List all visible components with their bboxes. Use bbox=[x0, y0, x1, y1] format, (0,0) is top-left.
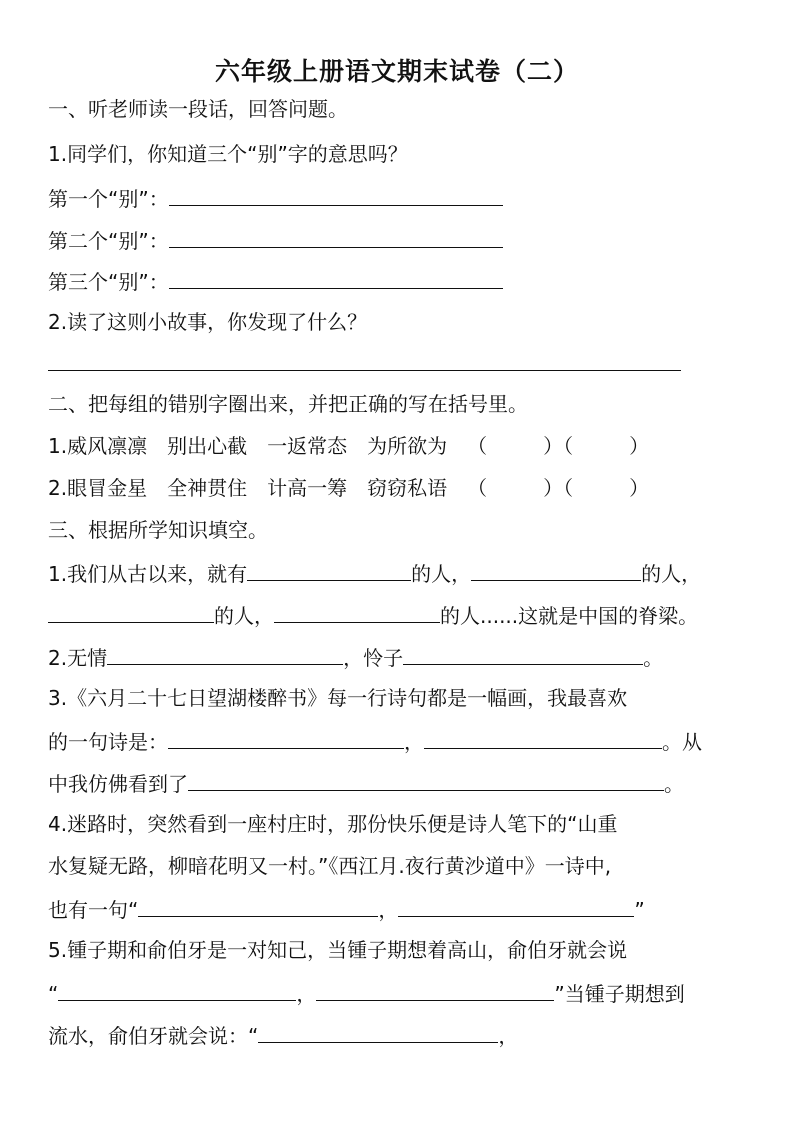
bie2-answer-blank[interactable] bbox=[169, 225, 503, 248]
fill-blank[interactable] bbox=[168, 726, 404, 749]
s3-q1-text: 的人， bbox=[214, 604, 274, 628]
s3-q5-line3 bbox=[48, 1020, 518, 1050]
section1-heading: 一、听老师读一段话，回答问题。 bbox=[48, 97, 348, 121]
typo-word[interactable]: 眼冒金星 bbox=[67, 476, 148, 500]
fill-blank[interactable] bbox=[316, 978, 554, 1001]
typo-row-1 bbox=[48, 432, 649, 460]
typo-row-2-number: 2. bbox=[48, 476, 68, 500]
section3-heading: 三、根据所学知识填空。 bbox=[48, 518, 268, 542]
fill-blank[interactable] bbox=[424, 726, 662, 749]
bie2-row bbox=[48, 225, 503, 255]
s3-q4-line1: 4.迷路时，突然看到一座村庄时，那份快乐便是诗人笔下的“山重 bbox=[48, 812, 618, 836]
fill-blank[interactable] bbox=[258, 1020, 498, 1043]
fill-blank[interactable] bbox=[48, 600, 214, 623]
s3-q5-text: ， bbox=[296, 982, 317, 1006]
s3-q1-line1 bbox=[48, 558, 701, 588]
paren-open: （ bbox=[467, 434, 488, 458]
s3-q1-text: 的人， bbox=[641, 562, 702, 586]
s3-q5-text: ”当锺子期想到 bbox=[554, 982, 685, 1006]
s3-q2-text: 。 bbox=[643, 646, 664, 670]
s3-q1-text: 的人， bbox=[411, 562, 472, 586]
s3-q5-line2 bbox=[48, 978, 685, 1008]
s3-q1-text: 的人......这就是中国的脊梁。 bbox=[440, 604, 699, 628]
typo-row-2 bbox=[48, 474, 649, 502]
paren-open: （ bbox=[467, 476, 488, 500]
fill-blank[interactable] bbox=[247, 558, 411, 581]
s3-q3-text: 。 bbox=[664, 772, 684, 796]
fill-blank[interactable] bbox=[138, 894, 378, 917]
page-title: 六年级上册语文期末试卷（二） bbox=[214, 57, 579, 86]
s3-q4-line2: 水复疑无路，柳暗花明又一村。”《西江月.夜行黄沙道中》一诗中, bbox=[48, 854, 612, 878]
fill-blank[interactable] bbox=[398, 894, 634, 917]
s3-q3-text: 。从 bbox=[662, 730, 702, 754]
paren-close: ） bbox=[543, 434, 564, 458]
bie3-row bbox=[48, 266, 503, 296]
s3-q5-text: ， bbox=[498, 1024, 519, 1048]
section1-question1: 1.同学们，你知道三个“别”字的意思吗？ bbox=[48, 142, 408, 166]
s3-q3-line1: 3.《六月二十七日望湖楼醉书》每一行诗句都是一幅画，我最喜欢 bbox=[48, 686, 628, 710]
paren-close: ） bbox=[543, 476, 564, 500]
s3-q2 bbox=[48, 642, 663, 672]
s3-q5-text: 流水，俞伯牙就会说：“ bbox=[48, 1024, 259, 1048]
bie2-label: 第二个“别”： bbox=[48, 229, 169, 253]
fill-blank[interactable] bbox=[188, 768, 664, 791]
paren-close: ） bbox=[629, 434, 650, 458]
s3-q4-line3 bbox=[48, 894, 645, 924]
typo-word[interactable]: 窃窃私语 bbox=[367, 476, 448, 500]
s3-q3-line3 bbox=[48, 768, 684, 798]
typo-word[interactable]: 为所欲为 bbox=[367, 434, 448, 458]
typo-word[interactable]: 威风凛凛 bbox=[67, 434, 148, 458]
s3-q3-line2 bbox=[48, 726, 702, 756]
paren-close: ） bbox=[629, 476, 650, 500]
bie1-row bbox=[48, 183, 503, 213]
bie1-label: 第一个“别”： bbox=[48, 187, 169, 211]
fill-blank[interactable] bbox=[58, 978, 296, 1001]
fill-blank[interactable] bbox=[471, 558, 641, 581]
paren-open: （ bbox=[563, 476, 574, 500]
s3-q3-text: 的一句诗是： bbox=[48, 730, 168, 754]
s3-q3-text: 中我仿佛看到了 bbox=[48, 772, 188, 796]
typo-row-1-number: 1. bbox=[48, 434, 68, 458]
s3-q2-text: 2.无情 bbox=[48, 646, 108, 670]
s3-q4-text: ” bbox=[634, 898, 645, 922]
fill-blank[interactable] bbox=[403, 642, 643, 665]
fill-blank[interactable] bbox=[107, 642, 343, 665]
q2-answer-line[interactable] bbox=[48, 370, 681, 371]
s3-q5-line1: 5.锺子期和俞伯牙是一对知己，当锺子期想着高山，俞伯牙就会说 bbox=[48, 938, 628, 962]
fill-blank[interactable] bbox=[274, 600, 440, 623]
s3-q2-text: ，怜子 bbox=[343, 646, 404, 670]
section2-heading: 二、把每组的错别字圈出来，并把正确的写在括号里。 bbox=[48, 392, 528, 416]
bie3-label: 第三个“别”： bbox=[48, 270, 169, 294]
s3-q5-text: “ bbox=[48, 982, 59, 1006]
s3-q3-text: ， bbox=[404, 730, 424, 754]
bie3-answer-blank[interactable] bbox=[169, 266, 503, 289]
paren-open: （ bbox=[563, 434, 574, 458]
s3-q4-text: ， bbox=[378, 898, 399, 922]
typo-word[interactable]: 计高一筹 bbox=[267, 476, 348, 500]
typo-word[interactable]: 别出心截 bbox=[167, 434, 248, 458]
s3-q1-text: 1.我们从古以来，就有 bbox=[48, 562, 248, 586]
typo-word[interactable]: 一返常态 bbox=[267, 434, 348, 458]
section1-question2: 2.读了这则小故事，你发现了什么？ bbox=[48, 310, 368, 334]
s3-q4-text: 也有一句“ bbox=[48, 898, 139, 922]
typo-word[interactable]: 全神贯住 bbox=[167, 476, 248, 500]
s3-q1-line2 bbox=[48, 600, 698, 630]
bie1-answer-blank[interactable] bbox=[169, 183, 503, 206]
